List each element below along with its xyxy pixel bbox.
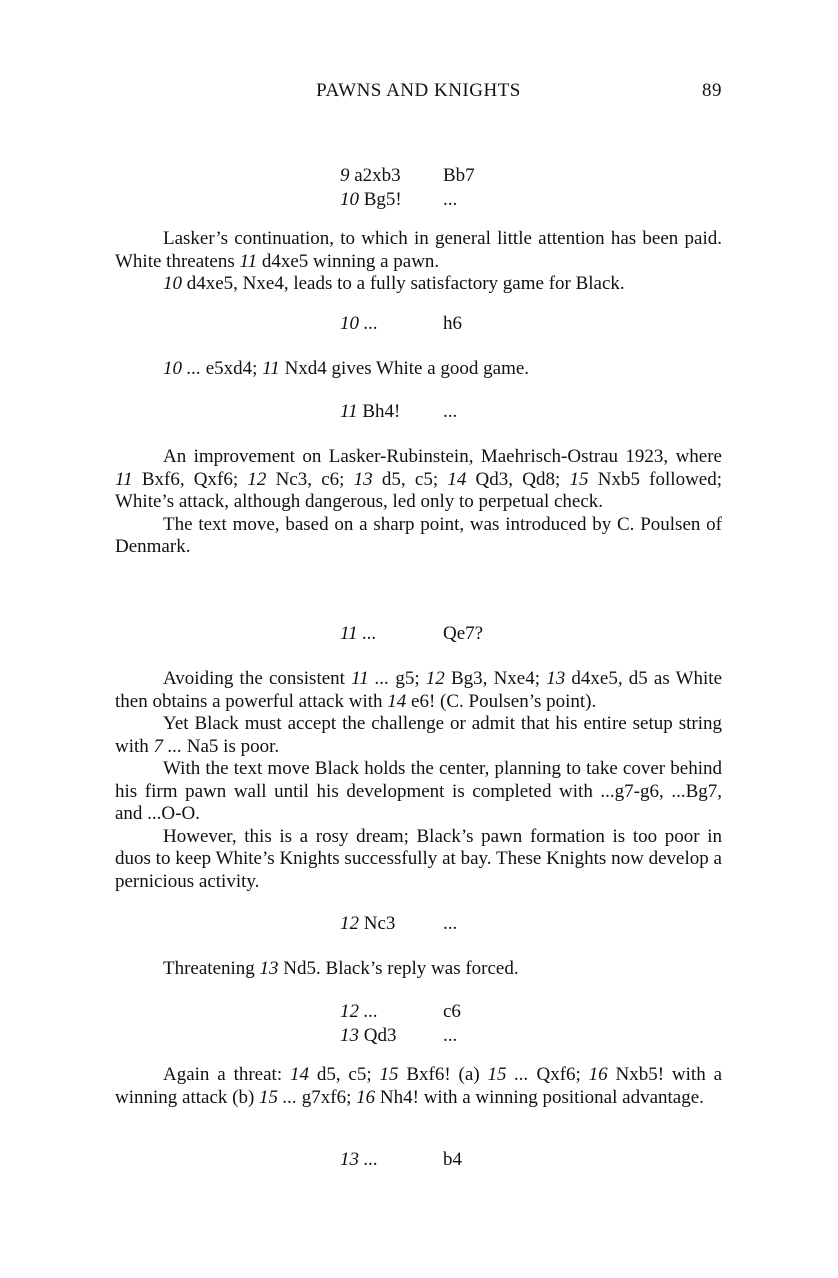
page-number: 89 [702, 80, 722, 101]
black-move: ... [443, 913, 458, 934]
white-move: ... [359, 1001, 378, 1022]
paragraph: However, this is a rosy dream; Black’s pawn formation is too poor in duos to keep White’s Knights successfully at bay. These Knights now develop a pernicious activity. [115, 825, 722, 892]
move-number: 10 [340, 313, 359, 334]
black-move: Bb7 [443, 165, 475, 186]
move-line [340, 188, 457, 212]
move-number: 9 [340, 165, 350, 186]
paragraph: With the text move Black holds the center, planning to take cover behind his firm pawn wall until his development is completed with ...g7-g6, ...Bg7, and ...O-O. [115, 758, 722, 824]
move-number: 12 [340, 1001, 359, 1022]
move-number: 10 [340, 189, 359, 210]
move-line [340, 912, 457, 936]
commentary-block [115, 228, 722, 296]
commentary-block [115, 668, 722, 893]
paragraph: 10 ... e5xd4; 11 Nxd4 gives White a good game. [163, 358, 530, 379]
white-move: Qd3 [359, 1025, 397, 1046]
white-move: ... [357, 623, 377, 644]
paragraph: Yet Black must accept the challenge or admit that his entire setup string with 7 ... Na5 is poor. [115, 713, 722, 757]
white-move: Bh4! [357, 401, 401, 422]
paragraph: Lasker’s continuation, to which in general little attention has been paid. White threatens 11 d4xe5 winning a pawn. [115, 228, 722, 272]
white-move: ... [359, 1149, 378, 1170]
move-number: 13 [340, 1025, 359, 1046]
move-number: 13 [340, 1149, 359, 1170]
running-header [115, 80, 722, 108]
move-line [340, 164, 475, 188]
white-move: Bg5! [359, 189, 402, 210]
commentary-block [115, 446, 722, 559]
paragraph: An improvement on Lasker-Rubinstein, Maehrisch-Ostrau 1923, where 11 Bxf6, Qxf6; 12 Nc3, c6; 13 d5, c5; 14 Qd3, Qd8; 15 Nxb5 followed; White’s attack, although dangerous, led only to perpetual check. [115, 446, 722, 512]
chapter-title: PAWNS AND KNIGHTS [316, 80, 521, 101]
black-move: ... [443, 189, 458, 210]
move-line [340, 622, 483, 646]
paragraph: Avoiding the consistent 11 ... g5; 12 Bg3, Nxe4; 13 d4xe5, d5 as White then obtains a powerful attack with 14 e6! (C. Poulsen’s point). [115, 668, 723, 712]
paragraph: 10 d4xe5, Nxe4, leads to a fully satisfactory game for Black. [163, 273, 625, 294]
black-move: h6 [443, 313, 462, 334]
black-move: c6 [443, 1001, 461, 1022]
commentary-block [115, 1064, 722, 1109]
white-move: Nc3 [359, 913, 396, 934]
move-line [340, 1000, 461, 1024]
move-line [340, 1024, 457, 1048]
paragraph: The text move, based on a sharp point, was introduced by C. Poulsen of Denmark. [115, 513, 722, 557]
black-move: ... [443, 401, 458, 422]
black-move: Qe7? [443, 623, 484, 644]
white-move: a2xb3 [349, 165, 401, 186]
move-number: 12 [340, 913, 359, 934]
paragraph: Again a threat: 14 d5, c5; 15 Bxf6! (a) 15 ... Qxf6; 16 Nxb5! with a winning attack (b) 15 ... g7xf6; 16 Nh4! with a winning positional advantage. [115, 1064, 723, 1108]
move-line [340, 312, 462, 336]
move-line [340, 1148, 462, 1172]
move-number: 11 [340, 401, 358, 422]
black-move: b4 [443, 1149, 462, 1170]
move-line [340, 400, 457, 424]
commentary-block [115, 958, 722, 981]
white-move: ... [359, 313, 378, 334]
commentary-block [115, 358, 722, 381]
move-number: 11 [340, 623, 358, 644]
paragraph: Threatening 13 Nd5. Black’s reply was forced. [163, 958, 519, 979]
black-move: ... [443, 1025, 458, 1046]
